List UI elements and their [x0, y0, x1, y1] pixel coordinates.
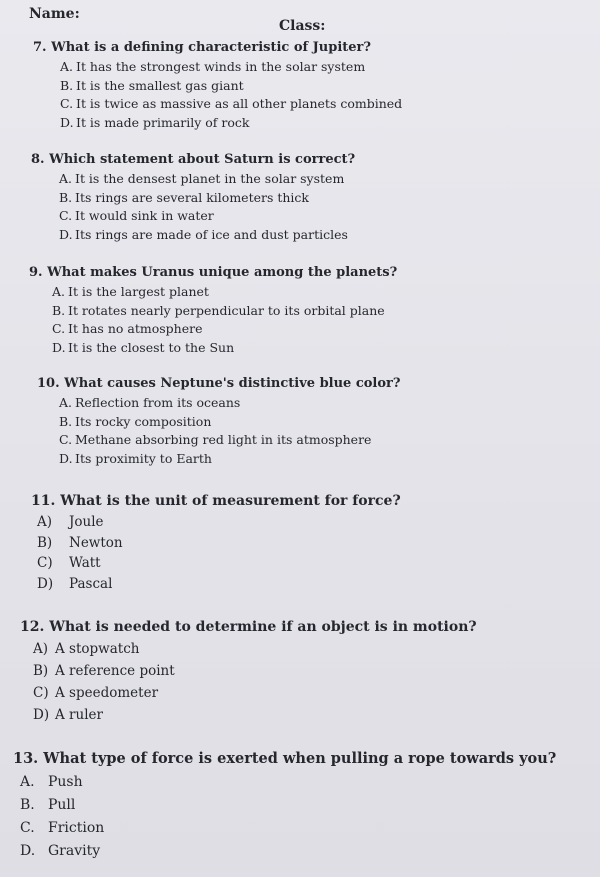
option-a[interactable] [33, 638, 477, 660]
option-text: It has the strongest winds in the solar system [76, 59, 366, 74]
option-letter: D) [37, 575, 54, 592]
option-c[interactable] [20, 817, 556, 840]
option-letter: A) [37, 514, 53, 530]
class-label: Class: [279, 18, 326, 34]
option-d[interactable] [37, 574, 401, 595]
option-letter: A. [59, 395, 73, 410]
question-title: 9. What makes Uranus unique among the planets? [29, 265, 398, 280]
option-c[interactable] [37, 553, 401, 574]
option-letter: C. [59, 208, 73, 223]
option-text: It has no atmosphere [68, 321, 203, 336]
option-a[interactable] [60, 58, 402, 77]
option-letter: B) [33, 663, 49, 679]
option-letter: D. [60, 114, 74, 130]
option-letter: A) [33, 641, 49, 657]
question-title: 11. What is the unit of measurement for force? [31, 493, 401, 509]
option-text: It is the largest planet [68, 284, 209, 299]
option-letter: D. [52, 339, 66, 355]
option-letter: C. [52, 321, 66, 336]
answer-options [20, 638, 477, 726]
option-b[interactable] [52, 302, 397, 321]
question-title: 10. What causes Neptune's distinctive blue color? [37, 376, 401, 391]
option-text: Its rocky composition [75, 413, 212, 429]
question-title: 7. What is a defining characteristic of Jupiter? [33, 40, 372, 55]
option-text: Push [48, 774, 83, 790]
option-b[interactable] [33, 660, 477, 682]
option-d[interactable] [59, 450, 401, 469]
option-letter: D. [20, 843, 36, 859]
question-title: 12. What is needed to determine if an object is in motion? [20, 619, 477, 635]
option-b[interactable] [59, 189, 355, 208]
answer-options [13, 771, 556, 863]
answer-options [37, 394, 401, 468]
name-label: Name: [29, 6, 80, 22]
option-text: Its rings are several kilometers thick [75, 189, 310, 205]
option-text: Reflection from its oceans [75, 395, 241, 410]
question-10 [37, 374, 401, 468]
option-text: It is twice as massive as all other planets combined [76, 96, 403, 111]
option-letter: D) [33, 707, 50, 723]
option-d[interactable] [20, 840, 556, 863]
option-b[interactable] [37, 533, 401, 554]
option-c[interactable] [59, 431, 401, 450]
option-a[interactable] [52, 283, 397, 302]
option-d[interactable] [59, 226, 355, 245]
answer-options [33, 58, 402, 132]
question-8 [31, 150, 355, 244]
option-text: Joule [69, 514, 104, 530]
option-letter: A. [20, 774, 35, 790]
option-letter: B. [52, 302, 66, 318]
question-13 [13, 747, 556, 863]
option-letter: C. [59, 432, 73, 447]
answer-options [31, 170, 355, 244]
option-text: It is the smallest gas giant [76, 77, 244, 93]
option-text: It rotates nearly perpendicular to its orbital plane [68, 302, 385, 318]
option-text: A speedometer [55, 685, 159, 701]
option-d[interactable] [33, 704, 477, 726]
option-text: Its rings are made of ice and dust particles [75, 226, 348, 242]
answer-options [31, 512, 401, 594]
question-7 [33, 38, 402, 132]
answer-options [29, 283, 397, 357]
option-letter: B) [37, 534, 53, 551]
option-text: Friction [48, 820, 105, 836]
option-text: Pull [48, 797, 76, 813]
option-text: A reference point [55, 663, 175, 679]
option-letter: D. [59, 226, 73, 242]
option-a[interactable] [20, 771, 556, 794]
question-11 [31, 490, 401, 594]
option-c[interactable] [33, 682, 477, 704]
option-letter: C. [20, 820, 35, 836]
question-title: 13. What type of force is exerted when pulling a rope towards you? [13, 750, 557, 767]
option-a[interactable] [59, 170, 355, 189]
option-b[interactable] [59, 413, 401, 432]
option-a[interactable] [37, 512, 401, 533]
option-text: Its proximity to Earth [75, 450, 212, 466]
option-text: Methane absorbing red light in its atmosphere [75, 432, 372, 447]
option-text: A ruler [55, 707, 103, 723]
question-12 [20, 616, 477, 726]
option-letter: C) [33, 685, 49, 701]
option-letter: A. [60, 59, 74, 74]
option-letter: A. [59, 171, 73, 186]
option-text: It is the closest to the Sun [68, 339, 235, 355]
option-letter: C) [37, 555, 53, 571]
option-d[interactable] [52, 339, 397, 358]
option-b[interactable] [60, 77, 402, 96]
option-letter: C. [60, 96, 74, 111]
option-c[interactable] [52, 320, 397, 339]
option-text: Pascal [69, 575, 113, 592]
option-letter: B. [59, 189, 73, 205]
option-letter: B. [60, 77, 74, 93]
question-title: 8. Which statement about Saturn is correct? [31, 152, 356, 167]
option-d[interactable] [60, 114, 402, 133]
option-text: A stopwatch [55, 641, 140, 657]
option-c[interactable] [60, 95, 402, 114]
option-b[interactable] [20, 794, 556, 817]
question-9 [29, 263, 397, 357]
option-text: It is made primarily of rock [76, 114, 250, 130]
option-text: Watt [69, 555, 101, 571]
option-letter: D. [59, 450, 73, 466]
option-letter: B. [20, 797, 35, 813]
option-text: Newton [69, 534, 123, 551]
option-text: It would sink in water [75, 208, 214, 223]
option-letter: A. [52, 284, 66, 299]
option-c[interactable] [59, 207, 355, 226]
option-a[interactable] [59, 394, 401, 413]
option-text: Gravity [48, 843, 101, 859]
option-letter: B. [59, 413, 73, 429]
option-text: It is the densest planet in the solar system [75, 171, 345, 186]
